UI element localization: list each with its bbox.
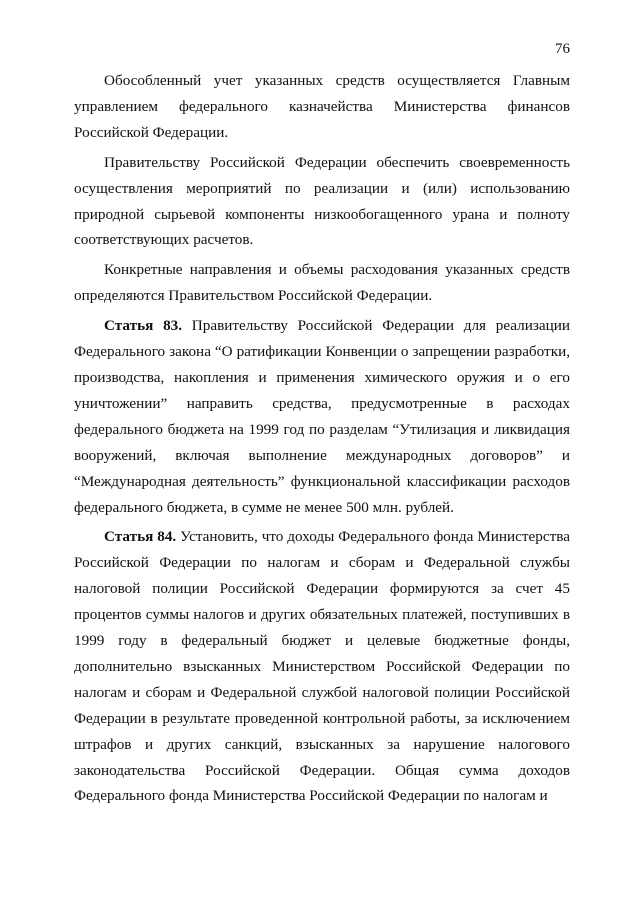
page-number: 76	[555, 41, 570, 57]
article-heading: Статья 84.	[104, 528, 177, 546]
paragraph-article-83	[74, 313, 570, 520]
paragraph-text: Правительству Российской Федерации обеспечить своевременность осуществления мероприятий по реализации и (или) использованию природной сырьевой компоненты низкообогащенного урана и полноту соответствующих расчетов.	[74, 153, 570, 249]
document-body	[74, 68, 570, 809]
paragraph-spending-directions	[74, 257, 570, 309]
article-heading: Статья 83.	[104, 317, 183, 335]
paragraph-text: Обособленный учет указанных средств осуществляется Главным управлением федерального казначейства Министерства финансов Российской Федерации.	[74, 72, 570, 141]
paragraph-text: Конкретные направления и объемы расходования указанных средств определяются Правительством Российской Федерации.	[74, 261, 570, 305]
paragraph-separate-accounting	[74, 68, 570, 146]
paragraph-text: Правительству Российской Федерации для реализации Федерального закона “О ратификации Конвенции о запрещении разработки, производства, накопления и применения химического оружия и о его уничтожении” направить средства, предусмотренные в расходах федерального бюджета на 1999 год по разделам “Утилизация и ликвидация вооружений, включая выполнение международных договоров” и “Международная деятельность” функциональной классификации расходов федерального бюджета, в сумме не менее 500 млн. рублей.	[74, 317, 570, 516]
paragraph-government-obligation	[74, 150, 570, 254]
paragraph-article-84	[74, 524, 570, 809]
paragraph-text: Установить, что доходы Федерального фонда Министерства Российской Федерации по налогам и сборам и Федеральной службы налоговой полиции Российской Федерации формируются за счет 45 процентов суммы налогов и других обязательных платежей, поступивших в 1999 году в федеральный бюджет и целевые бюджетные фонды, дополнительно взысканных Министерством Российской Федерации по налогам и сборам и Федеральной службой налоговой полиции Российской Федерации в результате проведенной контрольной работы, за исключением штрафов и других санкций, взысканных за нарушение налогового законодательства Российской Федерации. Общая сумма доходов Федерального фонда Министерства Российской Федерации по налогам и	[74, 528, 570, 805]
